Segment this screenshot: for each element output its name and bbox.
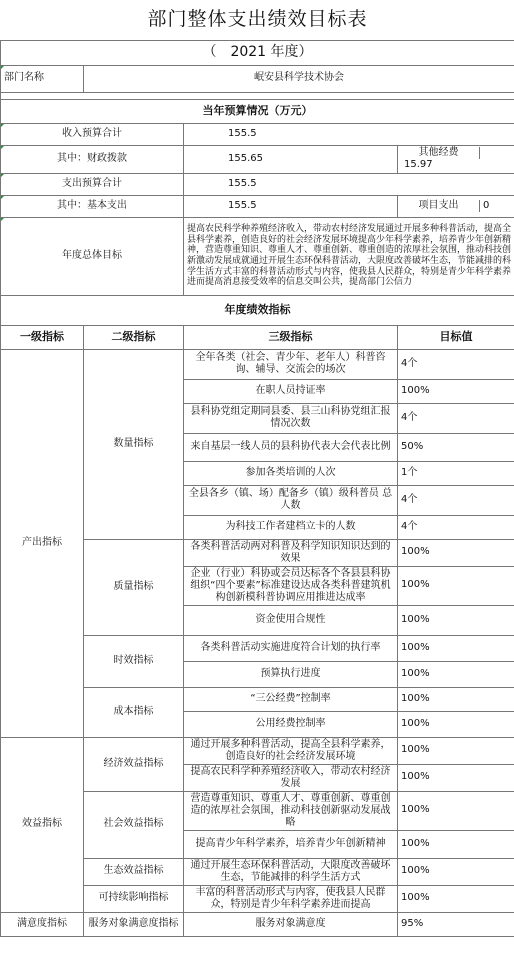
annual-goal-text: 提高农民科学种养殖经济收入，带动农村经济发展通过开展多种科普活动，提高全县科学素养，创造良好的社会经济发展环境提高少年科学素养，培养青少年创新精神，营造尊重知识、尊重人才、尊重创新、尊重创造的浓厚社会氛围，推动科技创新激动发展成就通过开展生态环保科普活动，大限度改善破坏生态，节能减排的科学生活方式丰富的科普活动形式与内容，使我县人民群众，特别是青少年科学素养进而提高消息接受效率的信息交叫公共，提高部门公信力 [184,217,514,295]
level2-cell: 成本指标 [84,687,184,737]
target-value-cell: 100% [398,605,514,635]
target-value-cell: 100% [398,885,514,912]
level3-cell: 服务对象满意度 [184,912,398,936]
target-value-cell: 4个 [398,485,514,515]
target-value-cell: 95% [398,912,514,936]
budget-total-expense-label: 支出预算合计 [1,173,184,195]
budget-other-value: 15.97 [404,159,433,170]
target-value-cell: 100% [398,711,514,737]
budget-header: 当年预算情况（万元） [1,99,514,123]
level2-cell: 可持续影响指标 [84,885,184,912]
level2-cell: 质量指标 [84,539,184,635]
budget-project-label: 项目支出 [398,200,480,213]
level3-cell: 在职人员持证率 [184,379,398,403]
target-value-cell: 100% [398,737,514,764]
level3-cell: 资金使用合规性 [184,605,398,635]
target-value-cell: 100% [398,791,514,830]
budget-other-row [398,145,514,173]
level3-cell: 通过开展多种科普活动，提高全县科学素养，创造良好的社会经济发展环境 [184,737,398,764]
level3-cell: 来自基层一线人员的县科协代表大会代表比例 [184,433,398,461]
budget-total-income-value: 155.5 [184,123,514,145]
target-value-cell: 100% [398,539,514,566]
budget-other-label: 其他经费 [398,147,480,160]
budget-basic-label: 其中：基本支出 [1,195,184,217]
table-row [1,912,514,936]
level3-cell: 全年各类（社会、青少年、老年人）科普咨询、辅导、交流会的场次 [184,349,398,379]
level3-cell: 营造尊重知识、尊重人才、尊重创新、尊重创造的浓厚社会氛围，推动科技创新驱动发展战略 [184,791,398,830]
table-row [1,737,514,764]
level3-cell: 全县各乡（镇、场）配备乡（镇）级科普员 总人数 [184,485,398,515]
level3-cell: 各类科普活动两对科普及科学知识知识达到的效果 [184,539,398,566]
col-header-target: 目标值 [398,325,514,349]
target-value-cell: 100% [398,661,514,687]
budget-fiscal-label: 其中：财政拨款 [1,145,184,173]
target-value-cell: 4个 [398,349,514,379]
level3-cell: 各类科普活动实施进度符合计划的执行率 [184,635,398,661]
dept-name-value: 岷安县科学技术协会 [84,65,514,92]
budget-total-expense-value: 155.5 [184,173,514,195]
target-value-cell: 100% [398,566,514,605]
col-header-level3: 三级指标 [184,325,398,349]
year-label: （ 2021 年度） [1,40,514,65]
spacer [1,92,514,99]
dept-name-label: 部门名称 [1,65,84,92]
budget-total-income-label: 收入预算合计 [1,123,184,145]
level2-cell: 经济效益指标 [84,737,184,791]
level2-cell: 时效指标 [84,635,184,687]
target-value-cell: 100% [398,830,514,858]
table-row [1,349,514,379]
level1-cell: 满意度指标 [1,912,84,936]
level3-cell: 通过开展生态环保科普活动，大限度改善破坏生态，节能减排的科学生活方式 [184,858,398,885]
level3-cell: 提高青少年科学素养，培养青少年创新精神 [184,830,398,858]
perf-header: 年度绩效指标 [1,295,514,325]
target-value-cell: 50% [398,433,514,461]
target-value-cell: 100% [398,379,514,403]
level3-cell: 为科技工作者建档立卡的人数 [184,515,398,539]
col-header-level2: 二级指标 [84,325,184,349]
target-value-cell: 100% [398,858,514,885]
level3-cell: 预算执行进度 [184,661,398,687]
budget-basic-value: 155.5 [184,195,398,217]
level3-cell: 提高农民科学种养殖经济收入，带动农村经济发展 [184,764,398,791]
target-value-cell: 4个 [398,403,514,433]
page-title: 部门整体支出绩效目标表 [147,7,368,30]
col-header-level1: 一级指标 [1,325,84,349]
level3-cell: 企业（行业）科协或会员达标各个各县县科协组织“四个要素”标准建设达成各类科普建筑机构创新模科普协调应用推进达成率 [184,566,398,605]
level2-cell: 社会效益指标 [84,791,184,858]
budget-project-value: 0 [483,199,490,211]
target-value-cell: 100% [398,635,514,661]
level3-cell: 县科协党组定期同县委、县三山科协党组汇报情况次数 [184,403,398,433]
target-value-cell: 4个 [398,515,514,539]
target-value-cell: 100% [398,687,514,711]
level3-cell: “三公经费”控制率 [184,687,398,711]
target-value-cell: 1个 [398,461,514,485]
level3-cell: 公用经费控制率 [184,711,398,737]
level3-cell: 丰富的科普活动形式与内容，使我县人民群众，特别是青少年科学素养进而提高 [184,885,398,912]
level1-cell: 产出指标 [1,349,84,737]
target-value-cell: 100% [398,764,514,791]
level2-cell: 服务对象满意度指标 [84,912,184,936]
level2-cell: 数量指标 [84,349,184,539]
level1-cell: 效益指标 [1,737,84,912]
level3-cell: 参加各类培训的人次 [184,461,398,485]
annual-goal-label: 年度总体目标 [1,217,184,295]
budget-fiscal-value: 155.65 [184,145,398,173]
budget-project-row [398,195,514,217]
level2-cell: 生态效益指标 [84,858,184,885]
